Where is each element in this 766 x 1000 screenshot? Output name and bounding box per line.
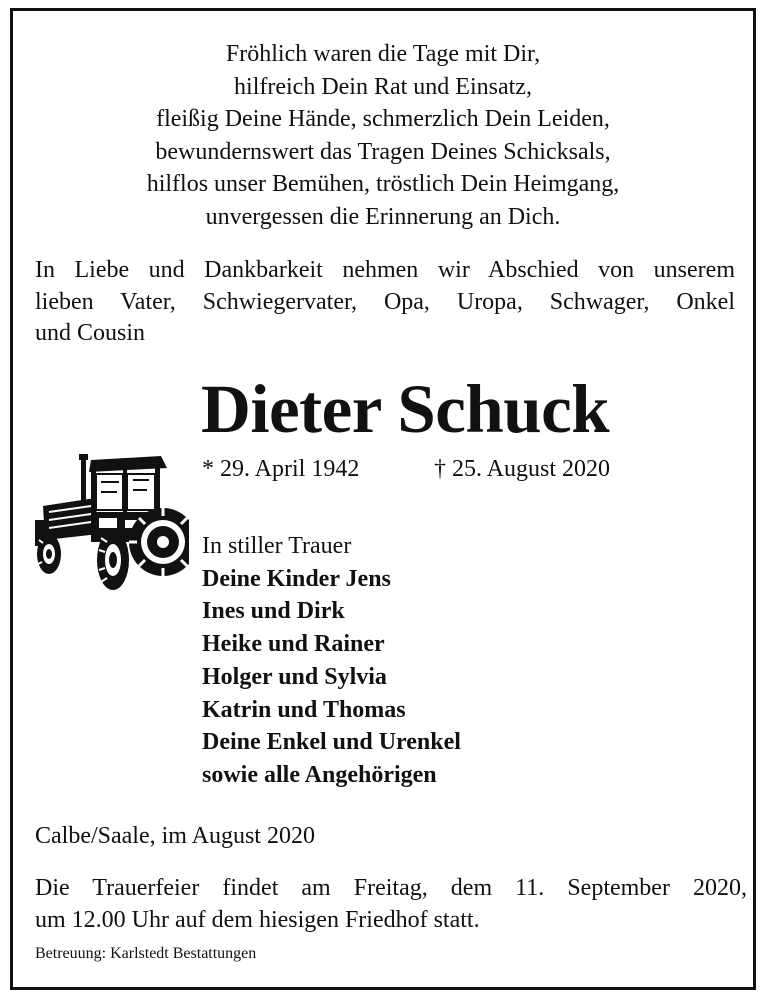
intro-line: lieben Vater, Schwiegervater, Opa, Uropa, Schwager, Onkel (35, 288, 735, 315)
deceased-name: Dieter Schuck (201, 371, 610, 447)
poem-line: fleißig Deine Hände, schmerzlich Dein Leiden, (156, 106, 610, 132)
memorial-poem (13, 38, 753, 233)
mourning-phrase: In stiller Trauer (202, 533, 352, 559)
mourners-list (202, 530, 461, 792)
funeral-line: Die Trauerfeier findet am Freitag, dem 11. September 2020, (35, 875, 747, 901)
poem-line: bewundernswert das Tragen Deines Schicksals, (155, 138, 611, 165)
farewell-intro (35, 255, 735, 350)
mourner-name: Ines und Dirk (202, 598, 345, 625)
place-and-date: Calbe/Saale, im August 2020 (35, 823, 315, 849)
mourner-name: Holger und Sylvia (202, 663, 387, 690)
poem-line: hilflos unser Bemühen, tröstlich Dein Heimgang, (146, 171, 620, 197)
poem-line: unvergessen die Erinnerung an Dich. (205, 203, 561, 230)
death-date: † 25. August 2020 (434, 456, 611, 482)
mourner-name: Deine Kinder Jens (202, 565, 391, 592)
mourner-name: Heike und Rainer (202, 631, 385, 658)
mourner-name: Katrin und Thomas (202, 696, 406, 723)
poem-line: hilfreich Dein Rat und Einsatz, (234, 73, 532, 100)
life-dates (202, 453, 611, 485)
obituary-notice (10, 8, 756, 990)
mourner-name: Deine Enkel und Urenkel (202, 729, 461, 756)
funeral-details (35, 872, 747, 936)
poem-line: Fröhlich waren die Tage mit Dir, (225, 41, 541, 67)
birth-date: * 29. April 1942 (202, 456, 360, 482)
funeral-home-credit: Betreuung: Karlstedt Bestattungen (35, 945, 257, 962)
mourner-name: sowie alle Angehörigen (202, 761, 437, 788)
intro-line: und Cousin (35, 320, 146, 346)
intro-line: In Liebe und Dankbarkeit nehmen wir Abschied von unserem (35, 257, 735, 283)
tractor-icon (29, 446, 189, 592)
funeral-line: um 12.00 Uhr auf dem hiesigen Friedhof statt. (35, 907, 480, 933)
